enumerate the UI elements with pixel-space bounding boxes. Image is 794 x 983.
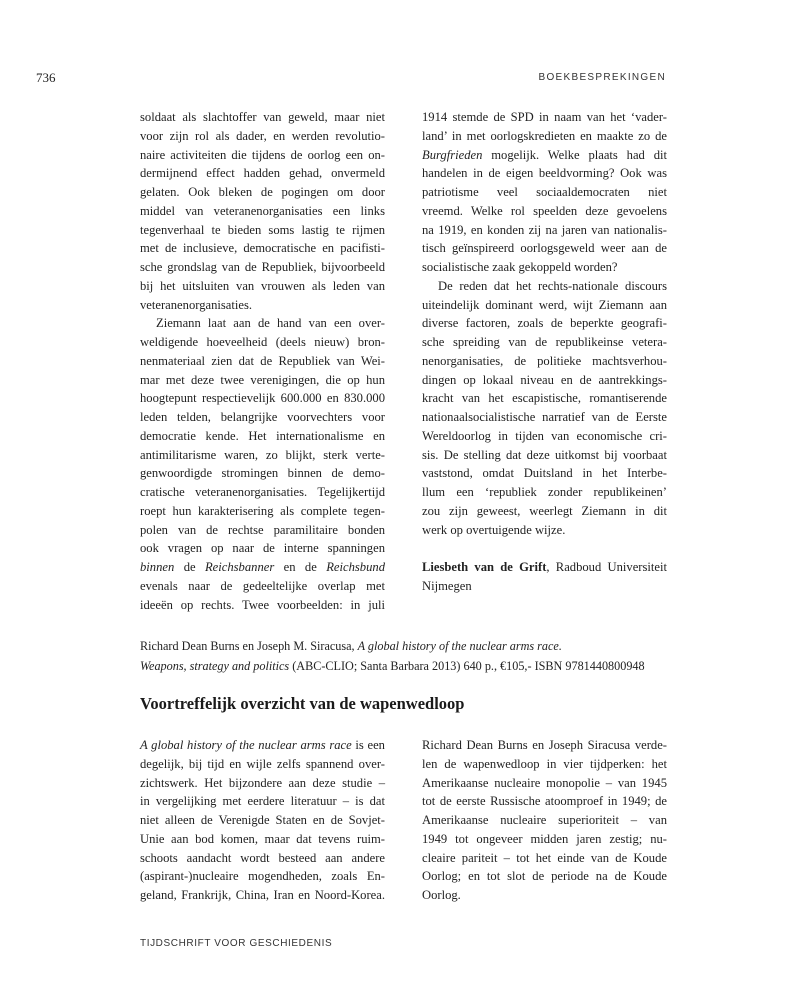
text-line: soldaat als slachtoffer van geweld, maar niet (140, 110, 385, 124)
text-line: na 1919, en konden zij na jaren van nationalis- (422, 222, 667, 237)
text-line-with-italics (422, 146, 667, 165)
text-line: ook vragen op naar de interne spanningen (140, 541, 385, 556)
text-line: naire activiteiten die tijdens de oorlog een on- (140, 147, 385, 162)
text-line: bij het uitsluiten van vrouwen als leden van (140, 278, 385, 293)
text-line: roept hun karakterisering als complete tegen- (140, 503, 385, 518)
text-line: sis. De stelling dat deze uitkomst bij voorbaat (422, 447, 667, 462)
book-title: A global history of the nuclear arms race. (357, 639, 562, 653)
text-line: middel van veteranenorganisaties een links (140, 203, 385, 218)
text-line: in vergelijking met eerdere literatuur – is dat (140, 794, 385, 809)
running-head: BOEKBESPREKINGEN (538, 72, 666, 83)
text-line: 1914 stemde de SPD in naam van het ‘vader- (422, 110, 667, 124)
text-line: democratie kende. Het internationalisme en (140, 428, 385, 443)
text-line: (aspirant-)nucleaire mogendheden, zoals En- (140, 869, 385, 884)
text-line: zou zijn geweest, weerlegt Ziemann in dit (422, 503, 667, 518)
text-fragment: mogelijk. Welke plaats had dit (482, 147, 667, 162)
text-line: len de wapenwedloop in vier tijdperken: het (422, 756, 667, 771)
text-line: diverse factoren, zoals de beperkte geografi- (422, 316, 667, 331)
text-line: schoots aandacht wordt besteed aan andere (140, 850, 385, 865)
text-line: Oorlog; en tot slot de periode na de Koude (422, 869, 667, 884)
review-title: Voortreffelijk overzicht van de wapenwedloop (140, 694, 465, 713)
text-line: vaststond, omdat Duitsland in het Interbe- (422, 466, 667, 481)
text-line: zichtswerk. Het bijzondere aan deze studie – (140, 775, 385, 790)
italic-book-title: A global history of the nuclear arms race (140, 738, 352, 752)
biblio-line-2 (140, 656, 680, 676)
text-line: nenorganisaties, de politieke machtsverhou- (422, 353, 667, 368)
text-fragment: de (174, 560, 205, 574)
text-line: ideeën op rechts. Twee voorbeelden: in juli (140, 597, 385, 612)
text-line: patriotisme veel sociaaldemocraten niet (422, 185, 667, 199)
text-line: kracht van het escapistische, romantiserende (422, 391, 667, 406)
review2-right-column (422, 736, 667, 905)
text-line: hoogtepunt respectievelijk 600.000 en 830.000 (140, 391, 385, 406)
text-line: nenmateriaal zien dat de Republiek van Wei- (140, 353, 385, 368)
text-line: cleaire pariteit – tot het einde van de Koude (422, 850, 667, 865)
reviewer-affiliation-city: Nijmegen (422, 579, 472, 593)
text-line: veteranenorganisaties. (140, 297, 253, 312)
text-line: geland, Frankrijk, China, Iran en Noord-Korea. (140, 888, 385, 902)
text-line: Richard Dean Burns en Joseph Siracusa verde- (422, 738, 667, 752)
text-line: tegenverhaal te bieden soms lastig te rijmen (140, 222, 385, 237)
text-line: leden telden, belangrijke voorvechters voor (140, 410, 385, 424)
text-line: uiteindelijk dominant werd, wijt Ziemann aan (422, 297, 667, 312)
text-line: gelaten. Ook bleken de pogingen om door (140, 185, 385, 199)
italic-term: binnen (140, 560, 175, 574)
text-line-with-italics (140, 558, 385, 577)
text-line: tisch geïnspireerd oorlogsgeweld weer aan de (422, 241, 667, 256)
paragraph-start-line: Ziemann laat aan de hand van een over- (156, 316, 385, 331)
journal-footer: TIJDSCHRIFT VOOR GESCHIEDENIS (140, 938, 333, 949)
reviewer-name: Liesbeth van de Grift (422, 560, 547, 575)
text-line: werk op overtuigende wijze. (422, 522, 566, 537)
text-line: Wereldoorlog in tijden van economische cri- (422, 428, 667, 443)
bibliographic-reference (140, 636, 680, 676)
text-line: evenals naar de gedeeltelijke overlap met (140, 578, 385, 593)
text-line: niet alleen de Verenigde Staten en de Sovjet- (140, 813, 385, 827)
review1-left-column (140, 108, 385, 614)
text-line: Oorlog. (422, 888, 461, 902)
review2-left-column (140, 736, 385, 905)
text-line: 1949 tot ongeveer midden jaren zestig; nu- (422, 831, 667, 846)
publication-details: (ABC-CLIO; Santa Barbara 2013) 640 p., €105,- ISBN 9781440800948 (289, 659, 645, 673)
text-line: degelijk, bij tijd en wijle zelfs spannend over- (140, 756, 385, 771)
text-line: sche spreiding van de republikeinse vetera- (422, 335, 667, 349)
text-line: voor zijn rol als dader, en werden revolutio- (140, 128, 385, 143)
page-number: 736 (36, 70, 56, 85)
text-line: mar met deze twee verenigingen, die op hun (140, 372, 385, 387)
text-line: Amerikaanse nucleaire superioriteit – van (422, 813, 667, 827)
text-line: Unie aan bod komen, maar dat tevens ruim- (140, 831, 385, 846)
reviewer-signature (422, 558, 667, 596)
text-line: Amerikaanse nucleaire monopolie – van 1945 (422, 775, 667, 790)
biblio-line-1 (140, 636, 680, 656)
text-line: nationaalsocialistische narratief van de Eerste (422, 410, 667, 424)
text-line: dingen op lokaal niveau en de aantrekkings- (422, 372, 667, 387)
text-fragment: en de (274, 560, 327, 574)
text-line: weldigende hoeveelheid (deels nieuw) bron- (140, 335, 385, 349)
italic-term: Burgfrieden (422, 147, 483, 162)
review1-right-column (422, 108, 667, 596)
italic-term: Reichsbund (326, 560, 385, 574)
text-line: handelen in de eigen beeldvorming? Ook was (422, 166, 667, 181)
text-line: met de inclusieve, democratische en pacifisti- (140, 241, 385, 256)
text-line: sche grondslag van de Republiek, bijvoorbeeld (140, 260, 385, 274)
text-line: antimilitarisme waren, zo blijkt, sterk verte- (140, 447, 385, 462)
text-line: cratische veteranenorganisaties. Tegelijkertijd (140, 485, 385, 499)
text-line: polen van de rechtse paramilitaire bonden (140, 522, 385, 537)
text-line: genwoordigde stromingen binnen de demo- (140, 466, 385, 481)
text-line: llum een ‘republiek zonder republikeinen’ (422, 485, 667, 499)
text-line: socialistische zaak gekoppeld worden? (422, 260, 618, 274)
text-line: tot de eerste Russische atoomproef in 1949; de (422, 794, 667, 809)
reviewer-affiliation: , Radboud Universiteit (546, 560, 667, 575)
italic-term: Reichsbanner (204, 560, 275, 574)
text-line: vreemd. Welke rol speelden deze gevoelens (422, 203, 667, 218)
paragraph-start-line: De reden dat het rechts-nationale discours (438, 278, 667, 293)
text-line: land’ in met oorlogskredieten en maakte zo de (422, 128, 667, 143)
book-authors: Richard Dean Burns en Joseph M. Siracusa, (140, 639, 358, 653)
book-subtitle: Weapons, strategy and politics (140, 659, 290, 673)
signature-line (422, 558, 667, 577)
text-line: dermijnend effect hadden gehad, onvermeld (140, 166, 385, 181)
text-line-with-italics (140, 736, 385, 755)
text-fragment: is een (351, 738, 385, 752)
